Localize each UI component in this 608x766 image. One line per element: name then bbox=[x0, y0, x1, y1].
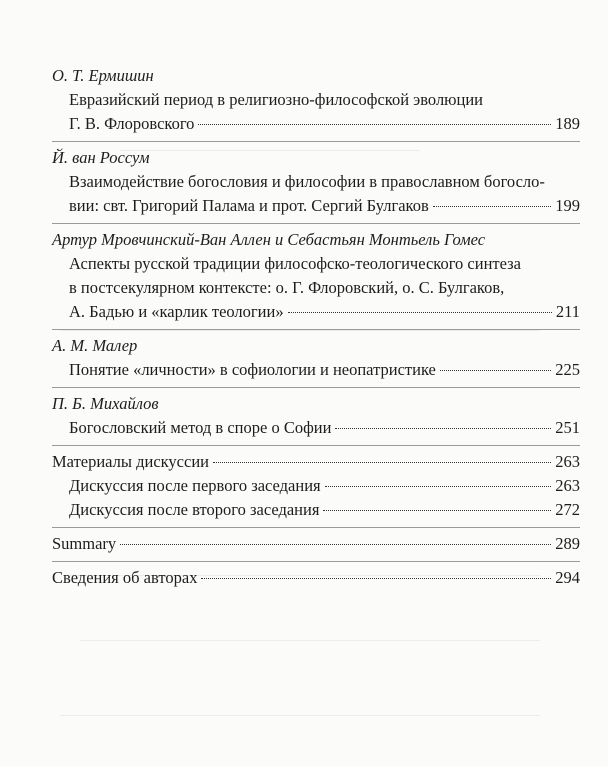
page-number: 289 bbox=[555, 534, 580, 553]
entry-author: П. Б. Михайлов bbox=[52, 394, 159, 413]
toc-entry bbox=[52, 334, 580, 382]
materials-item-label: Дискуссия после первого заседания bbox=[69, 476, 321, 495]
leader-dots bbox=[198, 123, 551, 125]
leader-dots bbox=[288, 311, 552, 313]
page-number: 225 bbox=[555, 360, 580, 379]
entry-title-text: вии: свт. Григорий Палама и прот. Сергий Булгаков bbox=[69, 196, 429, 215]
separator-line bbox=[52, 445, 580, 446]
entry-title-text: А. Бадью и «карлик теологии» bbox=[69, 302, 284, 321]
page-number: 263 bbox=[555, 452, 580, 471]
entry-author: О. Т. Ермишин bbox=[52, 66, 154, 85]
materials-item-row bbox=[52, 474, 580, 498]
entry-title-last-line bbox=[52, 416, 580, 440]
entry-title-line: Аспекты русской традиции философско-теологического синтеза bbox=[69, 254, 521, 273]
toc-entry bbox=[52, 146, 580, 218]
page-number: 189 bbox=[555, 114, 580, 133]
leader-dots bbox=[213, 461, 551, 463]
separator-line bbox=[52, 141, 580, 142]
separator-line bbox=[52, 561, 580, 562]
page-number: 199 bbox=[555, 196, 580, 215]
page-number: 211 bbox=[555, 302, 580, 321]
toc-entry bbox=[52, 228, 580, 324]
leader-dots bbox=[201, 577, 551, 579]
page-number: 251 bbox=[555, 418, 580, 437]
entry-title-last-line bbox=[52, 358, 580, 382]
page-number: 294 bbox=[555, 568, 580, 587]
entry-author: Й. ван Россум bbox=[52, 148, 150, 167]
materials-item-label: Дискуссия после второго заседания bbox=[69, 500, 320, 519]
entry-author: А. М. Малер bbox=[52, 336, 138, 355]
entry-title-line: Евразийский период в религиозно-философской эволюции bbox=[69, 90, 483, 109]
entry-author: Артур Мровчинский-Ван Аллен и Себастьян Монтьель Гомес bbox=[52, 230, 486, 249]
separator-line bbox=[52, 329, 580, 330]
leader-dots bbox=[325, 485, 552, 487]
separator-line bbox=[52, 223, 580, 224]
materials-item-row bbox=[52, 498, 580, 522]
page-number: 263 bbox=[555, 476, 580, 495]
page-number: 272 bbox=[555, 500, 580, 519]
entry-title-text: Богословский метод в споре о Софии bbox=[69, 418, 332, 437]
leader-dots bbox=[120, 543, 551, 545]
materials-title: Материалы дискуссии bbox=[52, 452, 209, 471]
summary-row bbox=[52, 532, 580, 556]
leader-dots bbox=[433, 205, 551, 207]
toc-entry bbox=[52, 392, 580, 440]
entry-title-line: в постсекулярном контексте: о. Г. Флоровский, о. С. Булгаков, bbox=[69, 278, 505, 297]
toc-section-materials bbox=[52, 450, 580, 522]
separator-line bbox=[52, 527, 580, 528]
leader-dots bbox=[335, 427, 551, 429]
entry-title-text: Г. В. Флоровского bbox=[69, 114, 195, 133]
toc-entry bbox=[52, 64, 580, 136]
authors-info-row bbox=[52, 566, 580, 590]
entry-title-last-line bbox=[52, 300, 580, 324]
entry-title-text: Понятие «личности» в софиологии и неопатристике bbox=[69, 360, 436, 379]
entry-title-last-line bbox=[52, 112, 580, 136]
separator-line bbox=[52, 387, 580, 388]
table-of-contents bbox=[52, 64, 580, 590]
entry-title-line: Взаимодействие богословия и философии в православном богосло- bbox=[69, 172, 545, 191]
entry-title-last-line bbox=[52, 194, 580, 218]
authors-info-label: Сведения об авторах bbox=[52, 568, 198, 587]
materials-heading-row bbox=[52, 450, 580, 474]
summary-label: Summary bbox=[52, 534, 117, 553]
leader-dots bbox=[323, 509, 551, 511]
leader-dots bbox=[440, 369, 551, 371]
